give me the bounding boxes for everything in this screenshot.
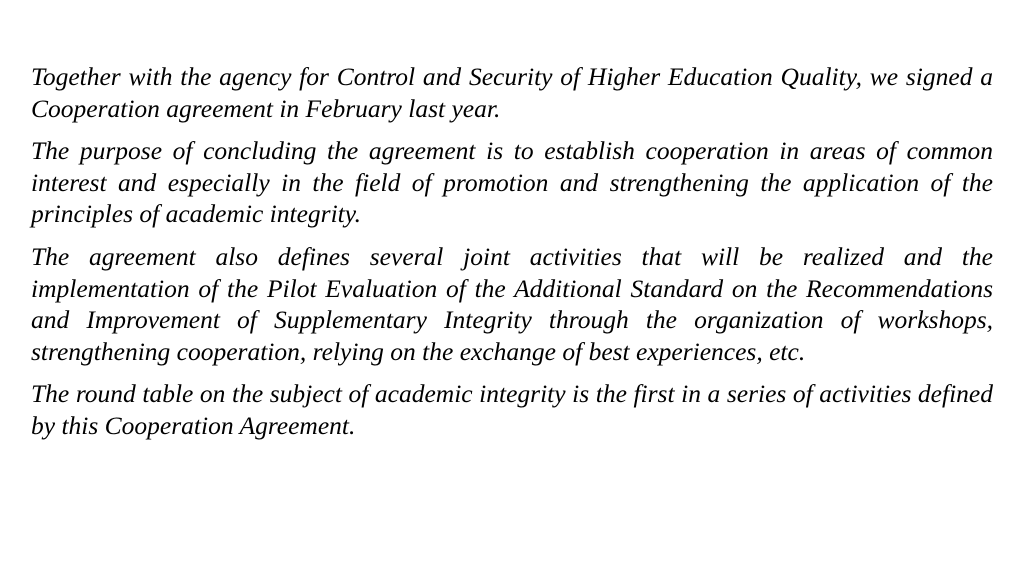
paragraph-joint-activities: The agreement also defines several joint activities that will be realized and the implementation of the Pilot Evaluation of the Additional Standard on the Recommendations and Improvement of Supplementary Integrity through the organization of workshops, strengthening cooperation, relying on the exchange of best experiences, etc. — [31, 241, 993, 366]
paragraph-round-table: The round table on the subject of academic integrity is the first in a series of activities defined by this Cooperation Agreement. — [31, 379, 993, 440]
paragraph-agreement-purpose: The purpose of concluding the agreement is to establish cooperation in areas of common interest and especially in the field of promotion and strengthening the application of the principles of academic integrity. — [31, 136, 993, 229]
paragraph-cooperation-agreement: Together with the agency for Control and Security of Higher Education Quality, we signed a Cooperation agreement in February last year. — [31, 62, 993, 123]
slide-body-text — [31, 61, 993, 442]
